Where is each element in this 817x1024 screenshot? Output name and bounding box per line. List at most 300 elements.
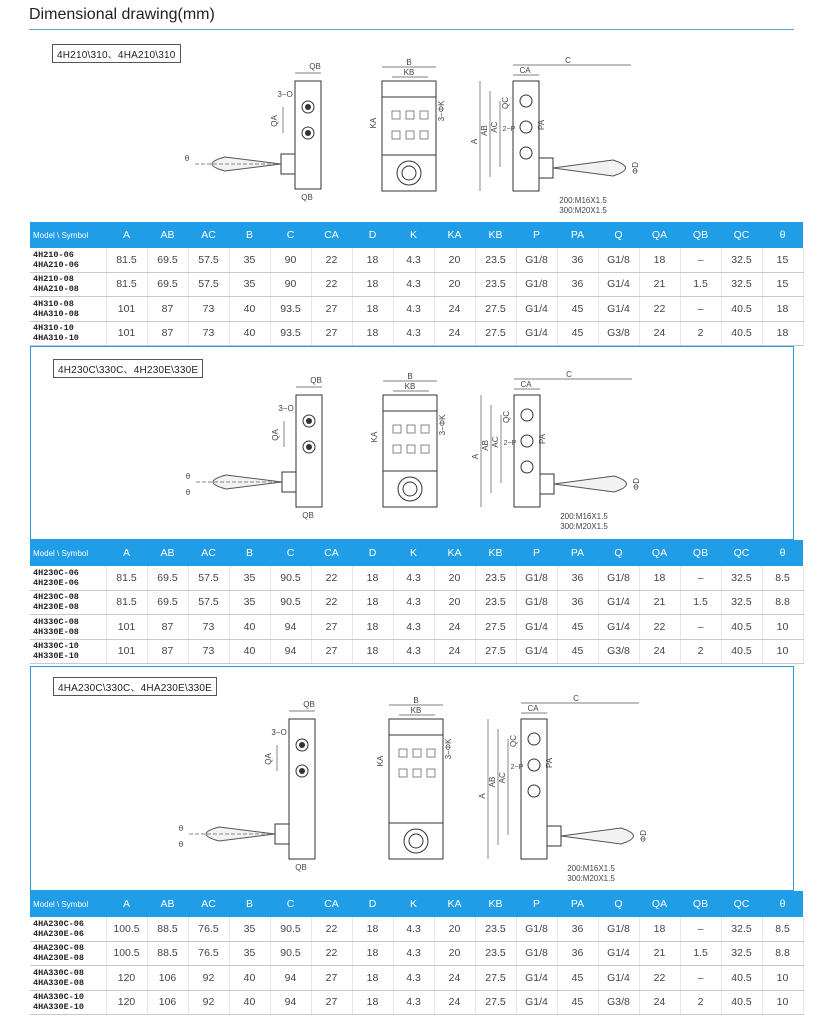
value-cell: 20 [434,272,475,297]
three-phi-k-label: 3−ΦK [438,414,447,436]
drawing-panel [30,38,794,222]
value-cell: 45 [557,990,598,1015]
side-view-drawing [370,372,447,507]
kb-label: KB [410,706,422,715]
model-number: 4HA310-08 [33,308,79,319]
value-cell: 40 [229,966,270,991]
qb-bottom-label: QB [301,193,313,202]
value-cell: 24 [639,990,680,1015]
front-view-drawing [179,700,315,872]
value-cell: 27.5 [475,990,516,1015]
header-cell: KA [434,540,475,566]
drawing-panel [30,346,794,540]
value-cell: 22 [311,272,352,297]
value-cell: 36 [557,941,598,966]
value-cell: G3/8 [598,639,639,664]
table-row [30,566,803,590]
ab-label: AB [481,440,490,451]
value-cell: G1/4 [598,272,639,297]
value-cell: 22 [311,566,352,590]
ac-label: AC [491,436,500,448]
value-cell: G1/4 [516,321,557,346]
value-cell: 36 [557,566,598,590]
value-cell: – [680,248,721,272]
theta-label-upper: θ [185,472,191,481]
model-number: 4HA330E-08 [33,977,85,988]
ca-label: CA [527,704,539,713]
c-label: C [566,370,572,379]
value-cell: G1/8 [516,917,557,941]
value-cell: 21 [639,590,680,615]
value-cell: 8.5 [762,566,803,590]
value-cell: G1/4 [516,639,557,664]
value-cell: 2 [680,321,721,346]
value-cell: G1/8 [598,566,639,590]
value-cell: 90.5 [270,566,311,590]
value-cell: 94 [270,639,311,664]
value-cell: 101 [106,297,147,322]
table-header-row [30,891,803,917]
b-label: B [407,372,413,381]
ca-label: CA [520,380,532,389]
value-cell: 40 [229,321,270,346]
model-number: 4HA230C-08 [33,943,85,954]
value-cell: 120 [106,966,147,991]
value-cell: 4.3 [393,639,434,664]
value-cell: 27.5 [475,639,516,664]
model-cell [30,566,106,590]
header-cell: C [270,222,311,248]
value-cell: 32.5 [721,566,762,590]
value-cell: 69.5 [147,590,188,615]
value-cell: 92 [188,966,229,991]
thread-m16-label: 200:M16X1.5 [567,864,615,873]
thread-m20-label: 300:M20X1.5 [567,874,615,883]
value-cell: 45 [557,297,598,322]
value-cell: 10 [762,966,803,991]
table-header-row [30,222,803,248]
ac-label: AC [490,121,499,133]
model-number: 4HA230E-06 [33,928,85,939]
value-cell: 18 [762,297,803,322]
value-cell: G1/4 [516,615,557,640]
header-cell: θ [762,222,803,248]
value-cell: 35 [229,272,270,297]
header-cell: D [352,540,393,566]
value-cell: 36 [557,917,598,941]
three-o-label: 3−O [277,90,293,99]
value-cell: 22 [311,590,352,615]
ca-label: CA [519,66,531,75]
value-cell: G1/8 [516,590,557,615]
spec-table [30,891,804,1015]
model-number: 4H230E-06 [33,577,79,588]
header-cell: P [516,540,557,566]
model-cell [30,639,106,664]
value-cell: 20 [434,590,475,615]
header-cell: CA [311,222,352,248]
dimension-drawing [31,667,795,892]
value-cell: 1.5 [680,941,721,966]
header-cell: QB [680,222,721,248]
value-cell: 24 [434,966,475,991]
model-number: 4H330C-10 [33,641,79,652]
value-cell: 90.5 [270,917,311,941]
value-cell: 1.5 [680,272,721,297]
value-cell: 15 [762,248,803,272]
value-cell: 87 [147,321,188,346]
theta-label-upper: θ [184,154,190,163]
value-cell: G3/8 [598,990,639,1015]
value-cell: 8.8 [762,941,803,966]
table-row [30,990,803,1015]
value-cell: 69.5 [147,248,188,272]
value-cell: 92 [188,990,229,1015]
side-view-drawing [376,696,453,859]
model-number: 4HA330E-10 [33,1002,85,1013]
value-cell: 57.5 [188,590,229,615]
page-title: Dimensional drawing(mm) [29,6,215,23]
value-cell: 22 [639,615,680,640]
value-cell: 35 [229,917,270,941]
value-cell: 27 [311,321,352,346]
model-cell [30,966,106,991]
value-cell: 8.5 [762,917,803,941]
model-number: 4HA230E-08 [33,953,85,964]
value-cell: 24 [434,615,475,640]
value-cell: 94 [270,966,311,991]
value-cell: 100.5 [106,941,147,966]
value-cell: 87 [147,639,188,664]
spec-table [30,540,804,664]
qc-label: QC [509,735,518,747]
table-row [30,966,803,991]
qa-label: QA [271,429,280,441]
drawing-panel [30,666,794,891]
value-cell: G1/4 [598,966,639,991]
pa-label: PA [538,433,547,445]
pa-label: PA [545,757,554,769]
value-cell: 18 [352,966,393,991]
model-number: 4H310-08 [33,298,74,309]
value-cell: 45 [557,615,598,640]
qb-label: QB [303,700,315,709]
table-row [30,321,803,346]
header-cell: C [270,891,311,917]
value-cell: G1/8 [516,566,557,590]
value-cell: 18 [352,590,393,615]
value-cell: 24 [434,639,475,664]
value-cell: 22 [311,248,352,272]
value-cell: 4.3 [393,917,434,941]
value-cell: 57.5 [188,248,229,272]
value-cell: 20 [434,917,475,941]
value-cell: 22 [639,297,680,322]
table-row [30,248,803,272]
value-cell: 40 [229,990,270,1015]
value-cell: 4.3 [393,321,434,346]
value-cell: 81.5 [106,590,147,615]
header-cell: QA [639,891,680,917]
header-cell: KB [475,222,516,248]
top-view-drawing [471,370,641,531]
header-cell: C [270,540,311,566]
header-cell: KB [475,891,516,917]
value-cell: 45 [557,966,598,991]
value-cell: 24 [434,321,475,346]
value-cell: 36 [557,590,598,615]
value-cell: 18 [352,566,393,590]
value-cell: 93.5 [270,321,311,346]
value-cell: 18 [352,272,393,297]
top-view-drawing [478,694,648,883]
value-cell: 81.5 [106,272,147,297]
value-cell: 45 [557,639,598,664]
value-cell: – [680,297,721,322]
phi-d-label: ΦD [639,829,648,843]
value-cell: 32.5 [721,941,762,966]
value-cell: 18 [352,990,393,1015]
model-number: 4HA210-08 [33,284,79,295]
value-cell: 40.5 [721,990,762,1015]
value-cell: 101 [106,321,147,346]
ab-label: AB [480,125,489,136]
value-cell: 20 [434,941,475,966]
value-cell: 120 [106,990,147,1015]
a-label: A [478,793,487,799]
table-row [30,941,803,966]
header-cell: KA [434,222,475,248]
value-cell: 90 [270,248,311,272]
value-cell: 22 [639,966,680,991]
model-cell [30,941,106,966]
value-cell: 18 [639,566,680,590]
value-cell: 94 [270,615,311,640]
model-cell [30,917,106,941]
value-cell: 22 [311,941,352,966]
header-cell: A [106,891,147,917]
header-model-symbol: Model \ Symbol [30,891,106,917]
value-cell: 35 [229,566,270,590]
top-view-drawing [470,56,640,215]
value-cell: 81.5 [106,248,147,272]
value-cell: G1/4 [516,297,557,322]
model-number: 4HA310-10 [33,333,79,344]
two-p-label: 2−P [502,126,516,133]
model-number: 4HA210-06 [33,259,79,270]
header-cell: AB [147,891,188,917]
value-cell: 35 [229,590,270,615]
value-cell: G1/8 [598,917,639,941]
value-cell: G1/4 [598,297,639,322]
value-cell: 27 [311,639,352,664]
header-cell: B [229,222,270,248]
value-cell: 18 [639,917,680,941]
value-cell: – [680,917,721,941]
value-cell: 23.5 [475,917,516,941]
header-cell: B [229,540,270,566]
header-cell: CA [311,540,352,566]
header-model-symbol: Model \ Symbol [30,540,106,566]
header-cell: K [393,222,434,248]
value-cell: – [680,966,721,991]
value-cell: 4.3 [393,297,434,322]
value-cell: 32.5 [721,917,762,941]
header-cell: Q [598,891,639,917]
three-o-label: 3−O [278,404,294,413]
value-cell: 23.5 [475,941,516,966]
b-label: B [406,58,412,67]
value-cell: 76.5 [188,917,229,941]
table-header-row [30,540,803,566]
value-cell: 24 [639,639,680,664]
model-number: 4HA230C-06 [33,918,85,929]
c-label: C [573,694,579,703]
value-cell: 88.5 [147,941,188,966]
table-row [30,297,803,322]
header-cell: A [106,222,147,248]
value-cell: 81.5 [106,566,147,590]
header-cell: KB [475,540,516,566]
model-cell [30,615,106,640]
two-p-label: 2−P [503,440,517,447]
value-cell: 4.3 [393,990,434,1015]
value-cell: 32.5 [721,272,762,297]
ka-label: KA [369,117,378,129]
value-cell: 21 [639,941,680,966]
model-number: 4H330E-08 [33,626,79,637]
value-cell: 18 [639,248,680,272]
value-cell: 57.5 [188,566,229,590]
model-cell [30,297,106,322]
value-cell: 27 [311,990,352,1015]
value-cell: 15 [762,272,803,297]
table-row [30,639,803,664]
kb-label: KB [404,382,416,391]
value-cell: G1/8 [516,941,557,966]
value-cell: 88.5 [147,917,188,941]
model-number: 4H210-08 [33,274,74,285]
two-p-label: 2−P [510,764,524,771]
model-cell [30,272,106,297]
a-label: A [470,138,479,145]
value-cell: 40.5 [721,321,762,346]
value-cell: 27.5 [475,297,516,322]
value-cell: G1/4 [598,590,639,615]
value-cell: 36 [557,248,598,272]
qc-label: QC [501,97,510,109]
value-cell: 20 [434,566,475,590]
value-cell: 18 [352,917,393,941]
header-cell: AB [147,540,188,566]
value-cell: 10 [762,639,803,664]
value-cell: 40.5 [721,639,762,664]
value-cell: 106 [147,990,188,1015]
value-cell: 4.3 [393,966,434,991]
theta-label-lower: θ [185,488,191,497]
value-cell: 27.5 [475,615,516,640]
b-label: B [413,696,419,705]
value-cell: 73 [188,297,229,322]
value-cell: 23.5 [475,248,516,272]
value-cell: 8.8 [762,590,803,615]
value-cell: – [680,566,721,590]
value-cell: 4.3 [393,590,434,615]
value-cell: G1/4 [598,941,639,966]
value-cell: 57.5 [188,272,229,297]
qb-bottom-label: QB [295,863,307,872]
header-cell: AC [188,540,229,566]
header-cell: Q [598,540,639,566]
value-cell: 1.5 [680,590,721,615]
value-cell: 20 [434,248,475,272]
qb-bottom-label: QB [302,511,314,520]
model-number: 4H210-06 [33,249,74,260]
value-cell: G1/8 [516,248,557,272]
header-cell: Q [598,222,639,248]
header-cell: D [352,222,393,248]
header-cell: QB [680,540,721,566]
ac-label: AC [498,772,507,784]
value-cell: 32.5 [721,590,762,615]
header-cell: P [516,222,557,248]
value-cell: G3/8 [598,321,639,346]
value-cell: 27 [311,297,352,322]
header-cell: CA [311,891,352,917]
ka-label: KA [376,755,385,767]
value-cell: 94 [270,990,311,1015]
value-cell: 27.5 [475,321,516,346]
header-cell: QC [721,891,762,917]
header-cell: QA [639,222,680,248]
value-cell: 23.5 [475,272,516,297]
model-cell [30,990,106,1015]
three-o-label: 3−O [271,728,287,737]
header-cell: QC [721,222,762,248]
thread-m20-label: 300:M20X1.5 [559,206,607,215]
kb-label: KB [403,68,415,77]
value-cell: 100.5 [106,917,147,941]
value-cell: 24 [639,321,680,346]
value-cell: 18 [762,321,803,346]
header-cell: KA [434,891,475,917]
model-number: 4H230C-06 [33,567,79,578]
model-number: 4HA330C-08 [33,967,85,978]
model-series-label: 4HA230C\330C、4HA230E\330E [53,677,217,696]
value-cell: 69.5 [147,566,188,590]
value-cell: 35 [229,941,270,966]
value-cell: 4.3 [393,272,434,297]
three-phi-k-label: 3−ΦK [437,100,446,122]
value-cell: 18 [352,321,393,346]
model-cell [30,248,106,272]
header-cell: QC [721,540,762,566]
model-series-label: 4H210\310、4HA210\310 [52,44,181,63]
spec-table [30,222,804,346]
front-view-drawing [185,62,321,202]
value-cell: G1/4 [516,966,557,991]
value-cell: 90 [270,272,311,297]
value-cell: 40.5 [721,297,762,322]
header-cell: K [393,891,434,917]
value-cell: 76.5 [188,941,229,966]
value-cell: 40.5 [721,615,762,640]
ab-label: AB [488,776,497,788]
qb-label: QB [309,62,321,71]
value-cell: – [680,615,721,640]
value-cell: 90.5 [270,941,311,966]
header-cell: PA [557,222,598,248]
